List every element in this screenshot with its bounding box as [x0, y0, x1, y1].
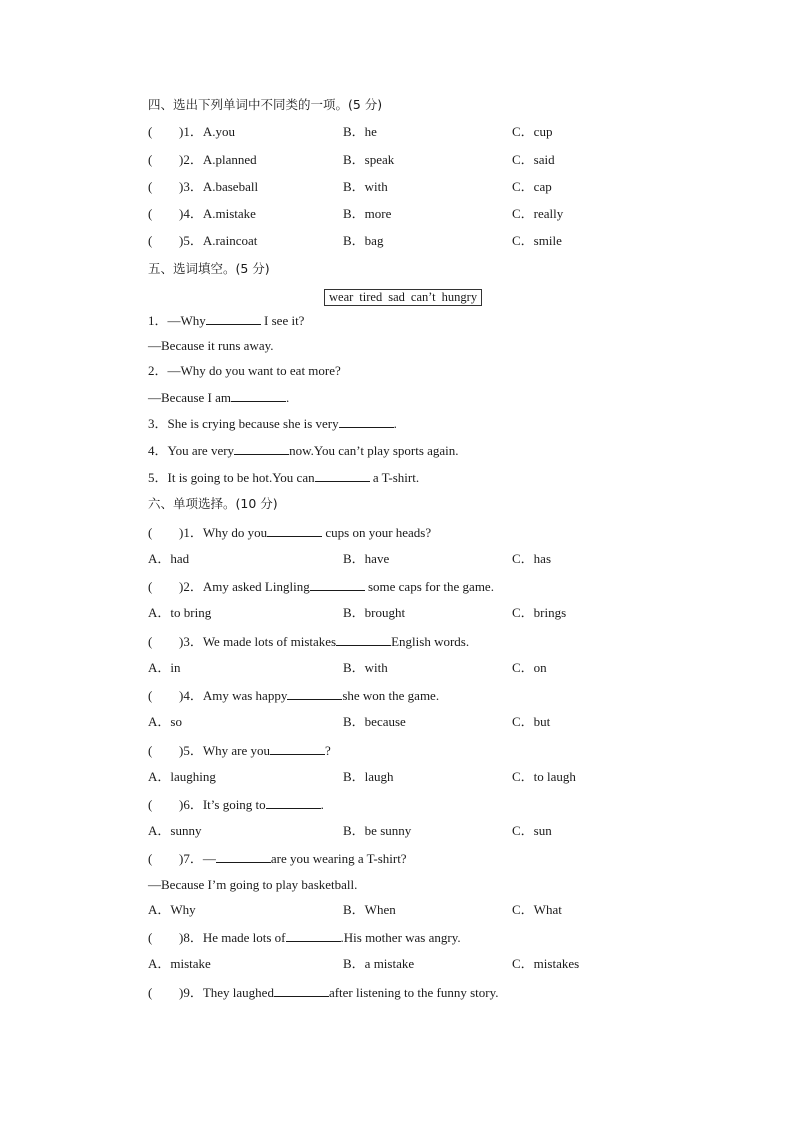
sec6-q1: ( )1．Why do you cups on your heads? [148, 525, 432, 540]
sec6-q2-options: A．to bring B．brought C．brings [148, 605, 567, 620]
word-bank [324, 289, 482, 306]
answer-blank [315, 469, 370, 482]
sec6-q4-options: A．so B．because C．but [148, 714, 551, 729]
sec5-q4-line: 4．You are very now.You can’t play sports again. [148, 443, 459, 458]
word-bank-word: can’t [410, 290, 436, 304]
answer-blank [266, 796, 321, 809]
sec6-q3: ( )3．We made lots of mistakes English words. [148, 634, 470, 649]
sec5-q1-line: 1．—Why I see it? [148, 313, 305, 328]
sec5-q3-line: 3．She is crying because she is very . [148, 416, 397, 431]
sec6-q7-answer: —Because I’m going to play basketball. [148, 877, 358, 892]
option-b: B．bag [343, 233, 384, 248]
sec6-q7: ( )7．— are you wearing a T-shirt? [148, 851, 407, 866]
word-bank-word: tired [359, 290, 383, 304]
answer-blank [286, 929, 341, 942]
sec6-q3-options: A．in B．with C．on [148, 660, 547, 675]
sec5-q2-line: 2．—Why do you want to eat more? [148, 363, 341, 378]
answer-blank [216, 850, 271, 863]
word-bank-word: sad [388, 290, 405, 304]
answer-blank [339, 415, 394, 428]
section-4-title: 四、选出下列单词中不同类的一项。(5 分) [148, 97, 383, 112]
option-c: C．really [512, 206, 564, 221]
answer-blank [274, 984, 329, 997]
sec5-q1-answer: —Because it runs away. [148, 338, 274, 353]
sec6-q6-options: A．sunny B．be sunny C．sun [148, 823, 552, 838]
option-b: B．he [343, 124, 377, 139]
sec6-q2: ( )2．Amy asked Lingling some caps for the game. [148, 579, 494, 594]
option-b: B．with [343, 179, 388, 194]
answer-blank [336, 633, 391, 646]
sec6-q7-options: A．Why B．When C．What [148, 902, 562, 917]
answer-blank [287, 687, 342, 700]
sec6-q8: ( )8．He made lots of .His mother was angry. [148, 930, 461, 945]
sec6-q6: ( )6．It’s going to . [148, 797, 324, 812]
section-5-title: 五、选词填空。(5 分) [148, 261, 270, 276]
option-b: B．more [343, 206, 392, 221]
sec4-row-2: ( )2．A.planned B．speak C．said [148, 152, 555, 167]
answer-blank [310, 578, 365, 591]
answer-blank [234, 442, 289, 455]
sec6-q4: ( )4．Amy was happy she won the game. [148, 688, 440, 703]
word-bank-word: hungry [441, 290, 478, 304]
sec4-row-5: ( )5．A.raincoat B．bag C．smile [148, 233, 562, 248]
answer-blank [270, 742, 325, 755]
option-c: C．cup [512, 124, 553, 139]
sec4-row-1: ( )1．A.you B．he C．cup [148, 124, 553, 139]
section-6-title: 六、单项选择。(10 分) [148, 496, 278, 511]
word-bank-word: wear [329, 290, 354, 304]
option-c: C．smile [512, 233, 562, 248]
option-b: B．speak [343, 152, 395, 167]
sec6-q9: ( )9．They laughed after listening to the funny story. [148, 985, 499, 1000]
sec6-q8-options: A．mistake B．a mistake C．mistakes [148, 956, 580, 971]
answer-blank [206, 312, 261, 325]
sec6-q5-options: A．laughing B．laugh C．to laugh [148, 769, 576, 784]
sec5-q5-line: 5．It is going to be hot.You can a T-shirt. [148, 470, 420, 485]
sec6-q5: ( )5．Why are you ? [148, 743, 331, 758]
answer-blank [231, 389, 286, 402]
answer-blank [267, 524, 322, 537]
sec4-row-3: ( )3．A.baseball B．with C．cap [148, 179, 552, 194]
option-c: C．cap [512, 179, 552, 194]
sec4-row-4: ( )4．A.mistake B．more C．really [148, 206, 564, 221]
option-c: C．said [512, 152, 555, 167]
sec6-q1-options: A．had B．have C．has [148, 551, 552, 566]
sec5-q2-answer: —Because I am . [148, 390, 290, 405]
